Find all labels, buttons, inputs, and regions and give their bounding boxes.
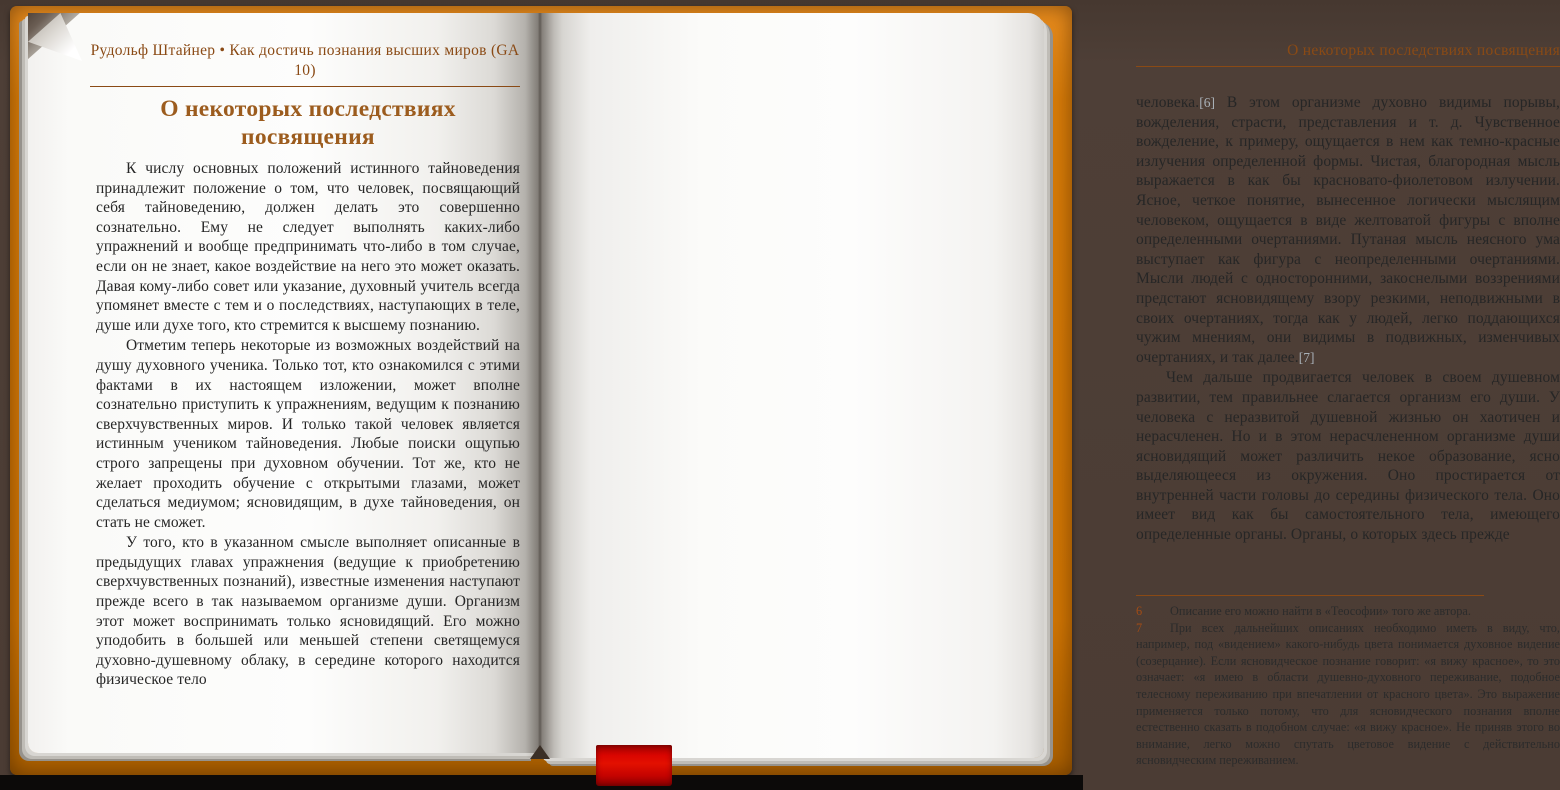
footnote-item [1136,620,1560,769]
right-page-text [1136,93,1560,546]
left-page-text [96,159,520,691]
footnotes-block [1136,595,1560,769]
paragraph: Отметим теперь некоторые из возможных воздействий на душу духовного ученика. Только тот, кто ознакомился с этими фактами в их настоящем изложении, может вполне сознательно приступить к упражнениям, ведущим к познанию сверхчувственных миров. И только такой человек является истинным учеником тайноведения. Любые поиски ощупью строго запрещены при духовном обучении. Тот же, кто не желает проходить обучение с открытыми глазами, может сделаться медиумом; ясновидящим, в духе тайноведения, он стать не сможет. [96,337,520,531]
footnote-ref-7-link[interactable]: [7] [1298,349,1315,365]
paragraph-text: В этом организме духовно видимы порывы, вожделения, страсти, представления и т. д. Чувственное вожделение, к примеру, ощущается в нем как темно-красные излучения определенной формы. Чистая, благородная мысль выражается в как бы красновато-фиолетовом излучении. Ясное, четкое понятие, вынесенное логически мыслящим человеком, ощущается в виде желтоватой фигуры с вполне определенными очертаниями. Путаная мысль неясного ума выступает как фигура с неопределенными очертаниями. Мысли людей с односторонними, закоснелыми воззрениями предстают ясновидящему взору резкими, неподвижными в своих очертаниях, тогда как у людей, легко поддающихся чужим мнениям, они видимы в подвижных, изменчивых очертаниях, и так далее. [1136,94,1560,366]
running-header-right: О некоторых последствиях посвящения [1136,41,1560,67]
footnote-text: При всех дальнейших описаниях необходимо иметь в виду, что, например, под «видением» какого-нибудь цвета понимается духовное видение (созерцание). Если ясновидческое познание говорит: «я вижу красное», то это означает: «я имею в области душевно-духовного переживание, подобное телесному переживанию при впечатлении от красного цвета». Это выражение применяется только потому, что для ясновидческого познания вполне естественно сказать в подобном случае: «я вижу красное». Не приняв этого во внимание, легко можно спутать цветовое видение с действительно ясновидческим переживанием. [1136,620,1560,768]
footnote-separator [1136,595,1484,596]
footnote-number: 7 [1136,620,1143,635]
footnote-text: Описание его можно найти в «Теософии» того же автора. [1170,604,1471,618]
page-curl[interactable] [28,13,82,61]
footnote-ref-6-link[interactable]: [6] [1199,95,1215,110]
paragraph: У того, кто в указанном смысле выполняет описанные в предыдущих главах упражнения (ведущие к приобретению сверхчувственных познаний), известные изменения наступают прежде всего в так называемом организме души. Организм этот может воспринимать только ясновидящий. Его можно уподобить в большей или меньшей степени светящемуся духовно-душевному облаку, в середине которого находится физическое тело [96,534,520,689]
chapter-title: О некоторых последствиях посвящения [160,96,456,150]
left-page [28,13,540,753]
footnote-item [1136,603,1560,620]
paragraph [1136,93,1560,367]
paragraph: К числу основных положений истинного тайноведения принадлежит положение о том, что человек, посвящающий себя тайноведению, должен делать это совершенно сознательно. Ему не следует выполнять каких-либо упражнений и вообще предпринимать что-либо в том случае, если он не знает, какое воздействие на него это может оказать. Давая кому-либо совет или указание, духовный учитель всегда упомянет вместе с тем и о последствиях, наступающих в теле, душе или духе того, кто стремится к высшему познанию. [96,160,520,334]
running-header-left: Рудольф Штайнер • Как достичь познания высших миров (GA 10) [90,41,520,87]
right-page [540,13,1560,768]
paragraph-text: человека. [1136,94,1200,111]
paragraph: Чем дальше продвигается человек в своем душевном развитии, тем правильнее слагается организм его души. У человека с неразвитой душевной жизнью он хаотичен и нерасчленен. Но и в этом нерасчлененном организме души ясновидящий может различить некое образование, ясно выделяющееся из окружения. Оно простирается от внутренней части головы до середины физического тела. Оно имеет вид как бы самостоятельного тела, имеющего определенные органы. Органы, о которых здесь прежде [1136,369,1560,544]
bottom-bar [0,775,1083,790]
bookmark-ribbon[interactable] [596,745,672,786]
footnote-number: 6 [1136,604,1143,618]
